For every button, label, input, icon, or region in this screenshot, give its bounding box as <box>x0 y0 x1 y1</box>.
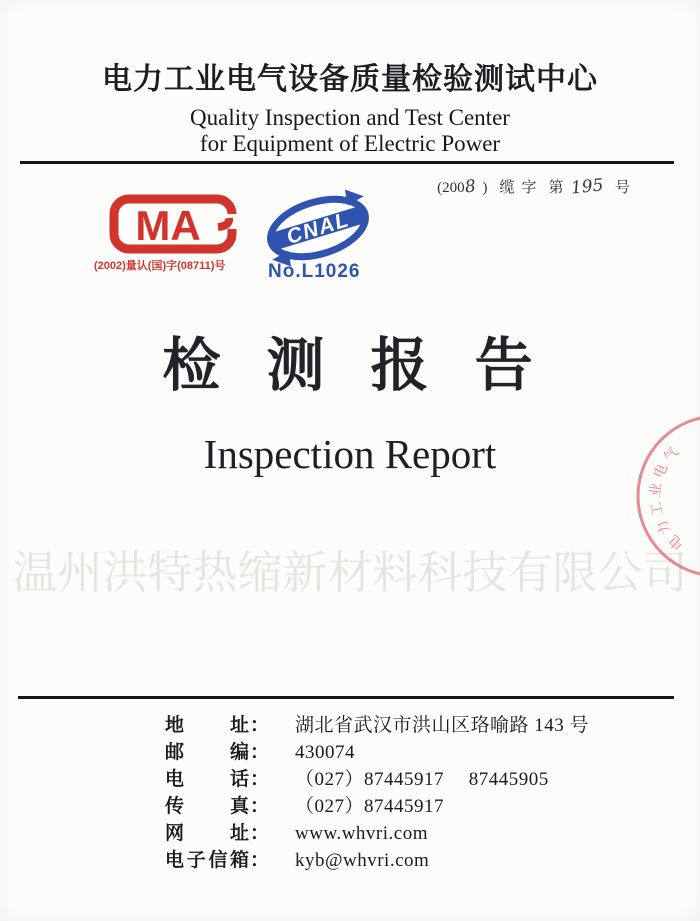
contact-row-phone <box>165 766 645 793</box>
doc-number-close: ) <box>482 180 488 196</box>
report-title-english: Inspection Report <box>203 431 497 477</box>
org-title-english-line1: Quality Inspection and Test Center <box>190 105 510 130</box>
contact-row-website <box>165 820 645 847</box>
doc-number-open: (200 <box>437 180 465 196</box>
contact-colon: ： <box>250 742 270 763</box>
seal-arc-text: 电力工业电气 <box>646 440 687 554</box>
doc-number-year-handwritten: 8 <box>463 176 477 198</box>
doc-number-serial-handwritten: 195 <box>569 175 604 199</box>
contact-label: 邮编 <box>165 742 249 763</box>
contact-label: 传真 <box>165 796 249 817</box>
contact-label: 电话 <box>165 769 249 790</box>
red-seal-icon <box>612 406 700 586</box>
contact-row-postcode <box>165 739 645 766</box>
contact-colon: ： <box>250 769 270 790</box>
footer-rule <box>18 696 674 699</box>
org-title-english-line2: for Equipment of Electric Power <box>199 131 501 156</box>
report-title-chinese: 检 测 报 告 <box>162 333 538 398</box>
contact-value-phone: （027）87445917 87445905 <box>295 769 549 790</box>
contact-colon: ： <box>250 715 270 736</box>
doc-number-hao-char: 号 <box>614 180 630 196</box>
contact-row-email <box>165 847 645 874</box>
cnal-mark-icon <box>260 186 376 272</box>
contact-value-address: 湖北省武汉市洪山区珞喻路 143 号 <box>295 715 590 736</box>
contact-colon: ： <box>250 796 270 817</box>
contact-value-website: www.whvri.com <box>295 823 428 844</box>
contact-value-email: kyb@whvri.com <box>295 850 430 871</box>
cma-letters: MA <box>135 202 201 249</box>
contact-value-postcode: 430074 <box>295 742 356 763</box>
doc-number-di-char: 第 <box>548 180 564 196</box>
contact-info <box>165 712 645 874</box>
company-watermark: 温州洪特热缩新材料科技有限公司 <box>12 547 688 598</box>
cnal-accreditation-number: No.L1026 <box>268 261 361 282</box>
contact-label: 地址 <box>165 715 249 736</box>
svg-text:电力工业电气 <box>646 441 686 554</box>
contact-row-address <box>165 712 645 739</box>
header-rule <box>20 161 674 164</box>
doc-number-type-char: 缆 <box>499 180 515 196</box>
contact-label: 电子信箱 <box>165 850 249 871</box>
contact-row-fax <box>165 793 645 820</box>
contact-value-fax: （027）87445917 <box>295 796 445 817</box>
cma-logo <box>108 193 240 262</box>
doc-number-zi-char: 字 <box>521 180 537 196</box>
org-title-chinese: 电力工业电气设备质量检验测试中心 <box>102 63 598 96</box>
cnal-letters: CNAL <box>284 208 353 249</box>
cma-mark-icon <box>108 193 240 257</box>
document-number <box>437 176 630 197</box>
contact-label: 网址 <box>165 823 249 844</box>
org-title-english <box>0 105 700 157</box>
cma-cert-number: (2002)量认(国)字(08711)号 <box>94 260 226 272</box>
contact-colon: ： <box>250 850 270 871</box>
contact-colon: ： <box>250 823 270 844</box>
